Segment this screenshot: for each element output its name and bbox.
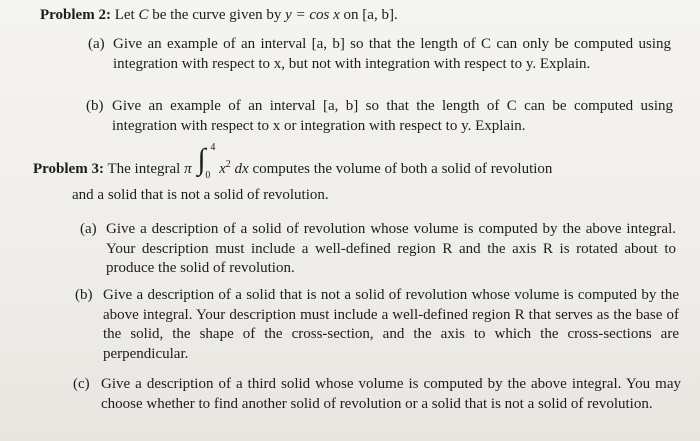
problem-2-interval: [a, b]. (362, 7, 398, 23)
problem-3-intro-line2: and a solid that is not a solid of revolution. (72, 187, 329, 203)
problem-3a-label: (a) (80, 221, 97, 237)
problem-3-intro-a: The integral (107, 161, 181, 177)
integrand-base: x (219, 161, 226, 177)
problem-2a-text: Give an example of an interval [a, b] so that the length of C can only be computed using integration with respect to x, but not with integration with respect to y. Explain. (113, 36, 671, 72)
problem-3-intro-b: computes the volume of both a solid of revolution (252, 161, 553, 177)
integral-differential: dx (234, 161, 249, 177)
integral-lower-limit: 0 (205, 170, 211, 181)
problem-2-curve-var: C (138, 7, 149, 23)
problem-3c-label: (c) (73, 376, 90, 392)
problem-2-statement (40, 6, 398, 25)
problem-2-heading: Problem 2: (40, 7, 111, 23)
problem-3-pi: π (184, 161, 192, 177)
problem-3c-text: Give a description of a third solid whose volume is computed by the above integral. You may choose whether to find another solid of revolution or a solid that is not a solid of revolution. (101, 376, 681, 412)
problem-3b-label: (b) (75, 287, 93, 303)
integral-sign (195, 142, 216, 181)
integrand-exponent: 2 (225, 159, 231, 170)
problem-2-intro-c: on (343, 7, 359, 23)
problem-3-heading: Problem 3: (33, 161, 104, 177)
problem-2a-label: (a) (88, 36, 105, 52)
problem-2b-text: Give an example of an interval [a, b] so that the length of C can be computed using integration with respect to x or integration with respect to y. Explain. (112, 98, 673, 134)
integral-symbol: ∫ (197, 143, 206, 176)
integral-upper-limit: 4 (210, 142, 216, 153)
problem-3b-text: Give a description of a solid that is not a solid of revolution whose volume is computed by the above integral. Your description must include a well-defined region R that serves as the base of the solid, the shape of the cross-section, and the axis to which the cross-sections are perpendicular. (103, 287, 679, 362)
problem-2b-label: (b) (86, 98, 104, 114)
problem-3-statement (33, 142, 553, 181)
problem-2-intro-b: be the curve given by (152, 7, 282, 23)
problem-3a-text: Give a description of a solid of revolution whose volume is computed by the above integral. Your description must include a well-defined region R and the axis R is rotated about to produce the solid of revolution. (106, 221, 676, 276)
problem-2-equation: y = cos x (285, 7, 340, 23)
problem-2-intro-a: Let (114, 7, 135, 23)
